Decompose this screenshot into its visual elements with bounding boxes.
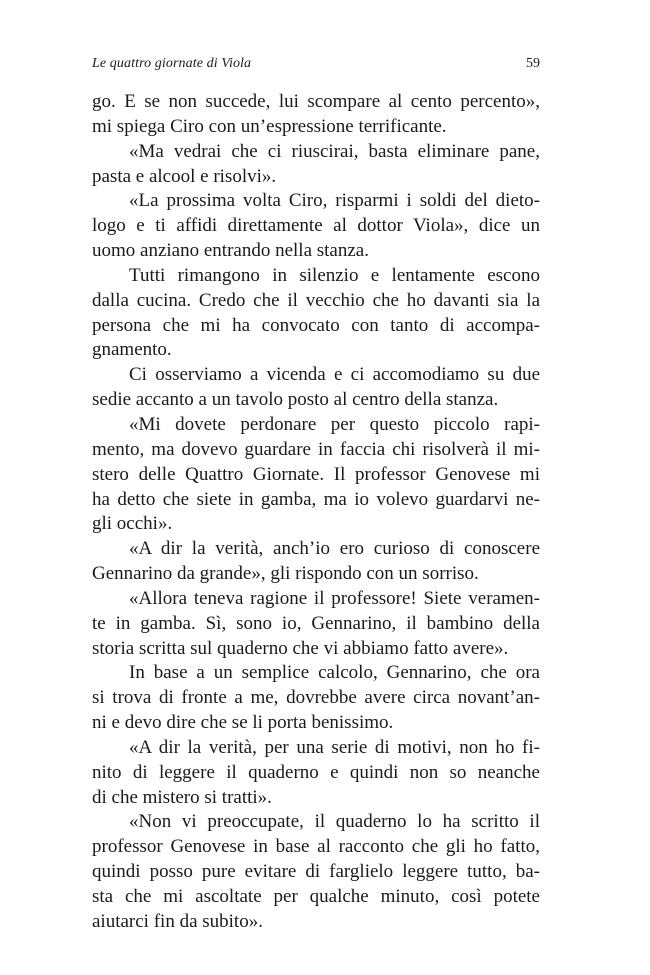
text-line: Tutti rimangono in silenzio e lentamente escono <box>129 264 540 286</box>
text-line: «Allora teneva ragione il professore! Siete veramen- <box>129 587 540 609</box>
text-line: «Mi dovete perdonare per questo piccolo rapi- <box>129 413 540 435</box>
text-line: quindi posso pure evitare di farglielo leggere tutto, ba- <box>92 861 540 883</box>
text-line: di che mistero si tratti». <box>92 786 272 808</box>
text-line: uomo anziano entrando nella stanza. <box>92 240 369 262</box>
text-line: sta che mi ascoltate per qualche minuto, così potete <box>92 886 540 907</box>
text-line: te in gamba. Sì, sono io, Gennarino, il bambino della <box>92 612 540 634</box>
body-text <box>92 90 540 935</box>
text-line: persona che mi ha convocato con tanto di accompa- <box>92 314 540 336</box>
text-line: «A dir la verità, per una serie di motivi, non ho fi- <box>129 736 540 758</box>
text-line: mi spiega Ciro con un’espressione terrificante. <box>92 115 447 137</box>
text-line: «Non vi preoccupate, il quaderno lo ha scritto il <box>129 811 540 833</box>
text-line: dalla cucina. Credo che il vecchio che ho davanti sia la <box>92 289 540 311</box>
text-line: pasta e alcool e risolvi». <box>92 165 277 187</box>
text-line: «A dir la verità, anch’io ero curioso di conoscere <box>129 538 540 560</box>
text-line: storia scritta sul quaderno che vi abbiamo fatto avere». <box>92 637 509 659</box>
text-line: logo e ti affidi direttamente al dottor Viola», dice un <box>92 215 540 237</box>
text-line: «La prossima volta Ciro, risparmi i soldi del dieto- <box>129 190 540 212</box>
text-line: sedie accanto a un tavolo posto al centro della stanza. <box>92 389 499 411</box>
text-line: aiutarci fin da subito». <box>92 910 263 932</box>
text-line: si trova di fronte a me, dovrebbe avere circa novant’an- <box>92 687 540 709</box>
text-line: «Ma vedrai che ci riuscirai, basta eliminare pane, <box>129 140 540 162</box>
text-line: In base a un semplice calcolo, Gennarino, che ora <box>129 662 540 684</box>
text-line: ha detto che siete in gamba, ma io volevo guardarvi ne- <box>92 488 540 510</box>
page-number: 59 <box>526 56 540 71</box>
text-line: Gennarino da grande», gli rispondo con un sorriso. <box>92 563 479 585</box>
text-line: stero delle Quattro Giornate. Il professor Genovese mi <box>92 463 540 485</box>
running-title: Le quattro giornate di Viola <box>92 56 252 71</box>
text-line: gli occhi». <box>92 513 173 535</box>
text-line: gnamento. <box>92 339 172 361</box>
running-header <box>92 56 540 76</box>
text-line: go. E se non succede, lui scompare al cento percento», <box>92 91 540 112</box>
text-line: nito di leggere il quaderno e quindi non so neanche <box>92 761 540 783</box>
text-line: mento, ma dovevo guardare in faccia chi risolverà il mi- <box>92 438 540 460</box>
text-line: Ci osserviamo a vicenda e ci accomodiamo su due <box>129 364 540 386</box>
text-line: professor Genovese in base al racconto che gli ho fatto, <box>92 836 540 858</box>
text-line: ni e devo dire che se li porta benissimo. <box>92 712 394 734</box>
